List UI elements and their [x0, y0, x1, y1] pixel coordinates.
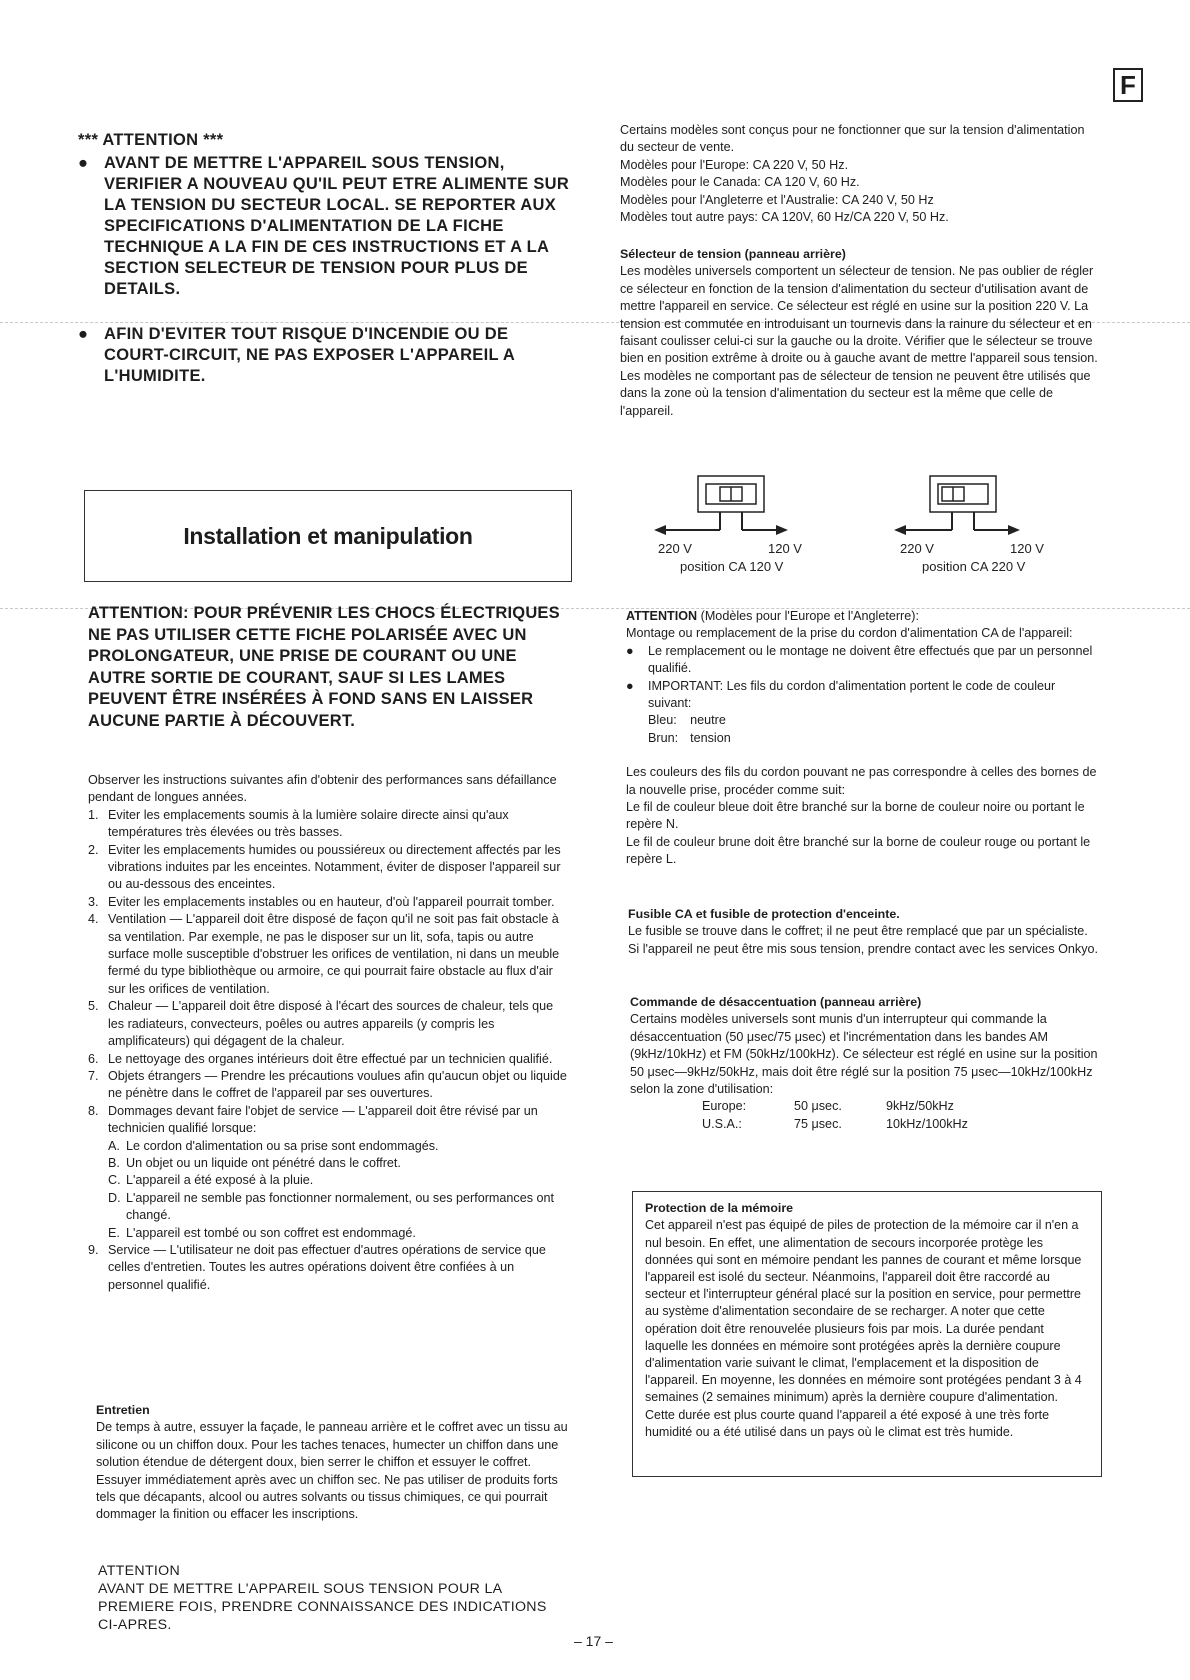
page-number: – 17 –: [574, 1633, 613, 1649]
table-row: U.S.A.: 75 μsec. 10kHz/100kHz: [702, 1116, 968, 1131]
entretien-block: [96, 1402, 572, 1524]
entretien-text: De temps à autre, essuyer la façade, le panneau arrière et le coffret avec un tissu au silicone ou un chiffon doux. Pour les taches tenaces, humecter un chiffon dans une solution étendue de détergent doux, bien serrer le chiffon et essuyer le coffret. Essuyer immédiatement après avec un chiffon sec. Ne pas utiliser de produits forts tels que décapants, alcool ou autres solvants ou tissus chimiques, ce qui pourrait dommager la finition ou effacer les inscriptions.: [96, 1420, 568, 1522]
deemphasis-text: Certains modèles universels sont munis d'un interrupteur qui commande la désaccentuation (50 μsec/75 μsec) et l'incrémentation dans les bandes AM (9kHz/10kHz) et FM (50kHz/100kHz). Ce sélecteur est réglé en usine sur la position 50 μsec—9kHz/50kHz, mais doit être réglé sur la position 75 μsec—10kHz/100kHz selon la zone d'utilisation:: [630, 1012, 1098, 1097]
list-item: 8. Dommages devant faire l'objet de service — L'appareil doit être révisé par un technicien qualifié lorsque: A. Le cordon d'alimentation ou sa prise sont endommagés. B. Un objet ou un liquide ont pénétré dans le coffret. C. L'appareil a été exposé à la pluie. D. L'appareil ne semble pas fonctionner normalement, ou ses performances ont changé. E. L'appareil est tombé ou son coffret est endommagé.: [88, 1103, 570, 1242]
list-item: 2. Eviter les emplacements humides ou poussiéreux ou directement affectés par les vibrations induites par les enceintes. Notamment, éviter de disposer l'appareil sur ou au-dessous des enceintes.: [88, 842, 561, 892]
table-row: Bleu: neutre: [648, 713, 726, 728]
diagram-right-label: 120 V: [768, 541, 802, 556]
deemphasis-heading: Commande de désaccentuation (panneau arrière): [630, 995, 922, 1009]
model-line: Modèles tout autre pays: CA 120V, 60 Hz/CA 220 V, 50 Hz.: [620, 210, 949, 225]
diagram-left-label: 220 V: [658, 541, 692, 556]
sub-item: E. L'appareil est tombé ou son coffret est endommagé.: [108, 1225, 416, 1240]
bullet-icon: ●: [626, 678, 634, 693]
voltage-selector-block: [620, 246, 1098, 420]
list-item: 5. Chaleur — L'appareil doit être disposé à l'écart des sources de chaleur, tels que les radiateurs, convecteurs, poêles ou autres appareils (y compris les amplificateurs) qui dégagent de la chaleur.: [88, 999, 554, 1049]
plug-warning-line-2: Le fil de couleur brune doit être branché sur la borne de couleur rouge ou portant le repère L.: [626, 834, 1091, 867]
sub-item: A. Le cordon d'alimentation ou sa prise sont endommagés.: [108, 1138, 439, 1153]
shock-warning: ATTENTION: POUR PRÉVENIR LES CHOCS ÉLECTRIQUES NE PAS UTILISER CETTE FICHE POLARISÉE AVEC UN PROLONGATEUR, UNE PRISE DE COURANT OU UNE AUTRE SORTIE DE COURANT, SAUF SI LES LAMES PEUVENT ÊTRE INSÉRÉES À FOND SANS EN LAISSER AUCUNE PARTIE À DÉCOUVERT.: [88, 604, 560, 730]
selector-housing: [930, 476, 996, 512]
warning-top: [78, 130, 578, 387]
model-line: Modèles pour l'Angleterre et l'Australie: CA 240 V, 50 Hz: [620, 192, 934, 207]
diagram-position-label: position CA 120 V: [680, 559, 784, 574]
voltage-diagram-120: [650, 474, 830, 580]
bullet-icon: ●: [78, 154, 89, 172]
warning-bullet-2-text: AFIN D'EVITER TOUT RISQUE D'INCENDIE OU DE COURT-CIRCUIT, NE PAS EXPOSER L'APPAREIL A L'HUMIDITE.: [104, 325, 515, 385]
model-line: Modèles pour l'Europe: CA 220 V, 50 Hz.: [620, 157, 849, 172]
models-block: [620, 122, 1098, 226]
instructions-intro: Observer les instructions suivantes afin d'obtenir des performances sans défaillance pendant de longues années.: [88, 773, 557, 805]
wire-color-table: [648, 712, 743, 747]
section-title-box: [84, 490, 572, 582]
list-item: 6. Le nettoyage des organes intérieurs doit être effectué par un technicien qualifié.: [88, 1051, 553, 1066]
plug-warning-intro: Montage ou remplacement de la prise du cordon d'alimentation CA de l'appareil:: [626, 626, 1073, 641]
entretien-heading: Entretien: [96, 1403, 150, 1417]
memory-protection-box: [632, 1191, 1102, 1477]
list-item: 4. Ventilation — L'appareil doit être disposé de façon qu'il ne soit pas fait obstacle à sa ventilation. Par exemple, ne pas le disposer sur un lit, sofa, tapis ou autre surface molle susceptible d'obstruer les orifices de ventilation, ni dans un meuble fermé du type bibliothèque ou armoire, ce qui pourrait faire obstacle au flux d'air sur les orifices de ventilation.: [88, 912, 560, 996]
plug-warning-text: Les couleurs des fils du cordon pouvant ne pas correspondre à celles des bornes de la nouvelle prise, procéder comme suit:: [626, 765, 1097, 797]
list-item: 7. Objets étrangers — Prendre les précautions voulues afin qu'aucun objet ou liquide ne pénètre dans le coffret de l'appareil par ses ouvertures.: [88, 1068, 567, 1101]
attention-bottom-text: AVANT DE METTRE L'APPAREIL SOUS TENSION POUR LA PREMIERE FOIS, PRENDRE CONNAISSANCE DES INDICATIONS CI-APRES.: [98, 1581, 547, 1633]
attention-bottom: [98, 1562, 568, 1634]
warning-bullet-1: [78, 153, 578, 300]
instructions-list: [88, 807, 570, 1294]
fuse-block: [628, 906, 1100, 958]
voltage-diagram-220: [890, 474, 1070, 580]
deemphasis-block: [630, 994, 1100, 1133]
section-title: Installation et manipulation: [183, 522, 473, 549]
voltage-selector-text: Les modèles universels comportent un sélecteur de tension. Ne pas oublier de régler ce sélecteur en fonction de la tension d'alimentation du secteur d'utilisation avant de mettre l'appareil en service. Ce sélecteur est réglé en usine sur la position 220 V. La tension est commutée en introduisant un tournevis dans la rainure du sélecteur et en faisant coulisser celui-ci sur la gauche ou la droite. Vérifier que le sélecteur se trouve bien en position extrême à droite ou à gauche avant de mettre l'appareil sous tension. Les modèles ne comportant pas de sélecteur de tension ne peuvent être utilisés que dans la zone où la tension d'alimentation du secteur est la même que celle de l'appareil.: [620, 264, 1098, 418]
fuse-text: Le fusible se trouve dans le coffret; il ne peut être remplacé que par un spécialiste. Si l'appareil ne peut être mis sous tension, prendre contact avec les services Onkyo.: [628, 924, 1099, 956]
sub-item: B. Un objet ou un liquide ont pénétré dans le coffret.: [108, 1155, 401, 1170]
list-item: 9. Service — L'utilisateur ne doit pas effectuer d'autres opérations de service que celles d'entretien. Toutes les autres opérations doivent être confiées à un personnel qualifié.: [88, 1242, 546, 1292]
sub-item: D. L'appareil ne semble pas fonctionner normalement, ou ses performances ont changé.: [108, 1190, 555, 1223]
memory-heading: Protection de la mémoire: [645, 1201, 794, 1215]
warning-header: *** ATTENTION ***: [78, 131, 224, 149]
diagram-left-label: 220 V: [900, 541, 934, 556]
diagram-position-label: position CA 220 V: [922, 559, 1026, 574]
warning-bullet-2: [78, 324, 578, 387]
sub-item: C. L'appareil a été exposé à la pluie.: [108, 1173, 314, 1188]
warning-bullet-1-text: AVANT DE METTRE L'APPAREIL SOUS TENSION, VERIFIER A NOUVEAU QU'IL PEUT ETRE ALIMENTE SUR LA TENSION DU SECTEUR LOCAL. SE REPORTER AUX SPECIFICATIONS D'ALIMENTATION DE LA FICHE TECHNIQUE A LA FIN DE CES INSTRUCTIONS ET A LA SECTION SELECTEUR DE TENSION POUR PLUS DE DETAILS.: [104, 154, 570, 298]
memory-text: Cet appareil n'est pas équipé de piles de protection de la mémoire car il n'en a nul besoin. En effet, une alimentation de secours incorporée protège les données qui sont en mémoire pendant les pannes de courant et même lorsque l'appareil est isolé du secteur. Néanmoins, l'appareil doit être raccordé au secteur et l'interrupteur général placé sur la position en service, pour permettre au système d'alimentation secondaire de se recharger. A noter que cette opération doit être renouvelée plusieurs fois par mois. La durée pendant laquelle les données en mémoire sont protégées après la dernière coupure d'alimentation varie suivant le climat, l'emplacement et la disposition de l'appareil. En moyenne, les données en mémoire sont protégées pendant 3 à 4 semaines (2 semaines minimum) après la dernière coupure d'alimentation. Cette durée est plus courte quand l'appareil a été exposé à une très forte humidité ou a été utilisé dans un pays où le climat est très humide.: [645, 1218, 1082, 1439]
plug-warning-line-1: Le fil de couleur bleue doit être branché sur la borne de couleur noire ou portant le repère N.: [626, 800, 1085, 832]
voltage-selector-heading: Sélecteur de tension (panneau arrière): [620, 247, 846, 261]
diagram-right-label: 120 V: [1010, 541, 1044, 556]
language-badge: F: [1113, 68, 1143, 102]
plug-warning-block: [626, 608, 1100, 869]
bullet-icon: ●: [78, 325, 89, 343]
model-line: Modèles pour le Canada: CA 120 V, 60 Hz.: [620, 175, 860, 190]
instructions-block: [88, 772, 570, 1294]
plug-warning-bullet-2: ● IMPORTANT: Les fils du cordon d'alimentation portent le code de couleur suivant:: [626, 678, 1100, 713]
plug-warning-heading: ATTENTION (Modèles pour l'Europe et l'Angleterre):: [626, 609, 919, 623]
models-intro: Certains modèles sont conçus pour ne fonctionner que sur la tension d'alimentation du secteur de vente.: [620, 123, 1085, 155]
attention-bottom-heading: ATTENTION: [98, 1563, 181, 1579]
bullet-icon: ●: [626, 643, 634, 658]
list-item: 3. Eviter les emplacements instables ou en hauteur, d'où l'appareil pourrait tomber.: [88, 894, 555, 909]
table-row: Europe: 50 μsec. 9kHz/50kHz: [702, 1099, 954, 1114]
table-row: Brun: tension: [648, 730, 731, 745]
plug-warning-bullet-1: ● Le remplacement ou le montage ne doivent être effectués que par un personnel qualifié.: [626, 643, 1100, 678]
deemphasis-table: [702, 1098, 980, 1133]
list-item: 1. Eviter les emplacements soumis à la lumière solaire directe ainsi qu'aux températures très élevées ou très basses.: [88, 807, 509, 840]
fuse-heading: Fusible CA et fusible de protection d'enceinte.: [628, 907, 900, 921]
